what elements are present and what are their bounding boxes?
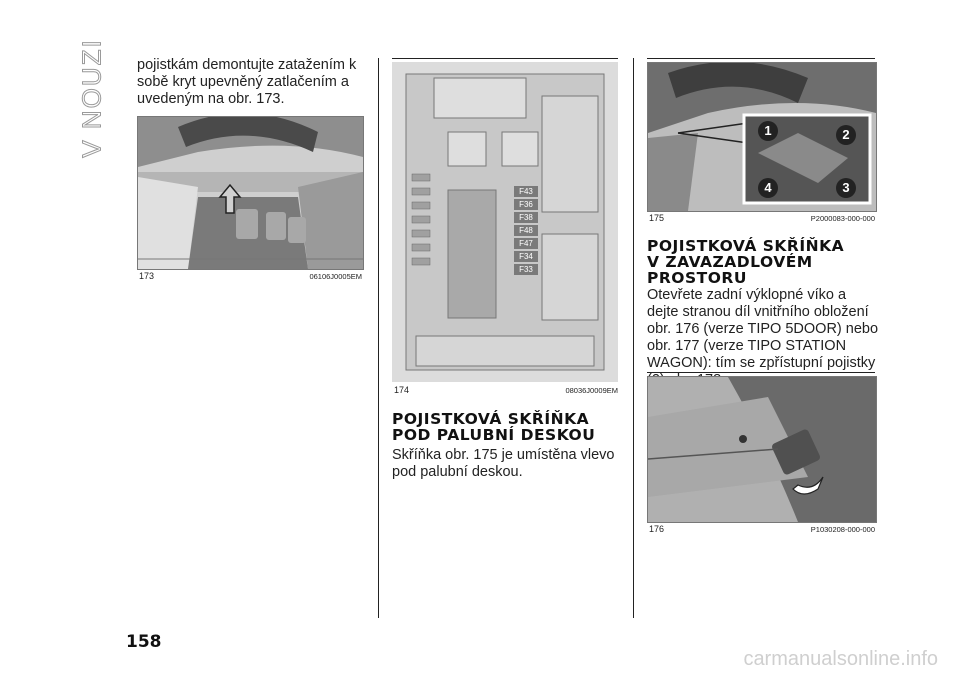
figure-174-number: 174	[394, 385, 410, 395]
fuse-label-f43: F43	[519, 187, 533, 196]
fuse-label-f34: F34	[519, 252, 533, 261]
fuse-label-f36: F36	[519, 200, 533, 209]
col3-paragraph: Otevřete zadní výklopné víko a dejte stranou díl vnitřního obložení obr. 176 (verze TIPO 5DOOR) nebo obr. 177 (verze TIPO STATION WAGON): tím se zpřístupní pojistky	[647, 287, 879, 371]
dashboard-image	[138, 117, 363, 269]
callout-1: 1	[764, 123, 772, 138]
figure-175	[647, 62, 877, 212]
figure-175-code: P2000083-000-000	[810, 214, 875, 223]
col1-paragraph: pojistkám demontujte zatažením k sobě kryt upevněný zatlačením a uvedeným na obr. 173.	[137, 57, 357, 107]
figure-176	[647, 376, 877, 523]
callout-4: 4	[764, 180, 772, 195]
figure-176-number: 176	[649, 524, 665, 534]
section-tab	[72, 38, 112, 158]
figure-175-number: 175	[649, 213, 665, 223]
column-divider-2	[633, 58, 634, 618]
col3-figure-rule	[647, 372, 875, 373]
fuse-label-f33: F33	[519, 265, 533, 274]
col2-heading: POJISTKOVÁ SKŘÍŇKA POD PALUBNÍ DESKOU	[392, 410, 596, 444]
fuse-label-f47: F47	[519, 239, 533, 248]
figure-176-code: P1030208-000-000	[810, 525, 875, 534]
figure-173-code: 06106J0005EM	[309, 272, 362, 281]
col3-heading: POJISTKOVÁ SKŘÍŇKA V ZAVAZADLOVÉM PROSTORU	[647, 237, 845, 287]
figure-174-code: 08036J0009EM	[565, 386, 618, 395]
fuse-label-f38: F38	[519, 213, 533, 222]
trunk-side-panel-image	[648, 377, 876, 522]
fuse-label-f48: F48	[519, 226, 533, 235]
watermark-link[interactable]: carmanualsonline.info	[743, 648, 938, 670]
figure-174	[392, 62, 618, 382]
figure-173-number: 173	[139, 271, 155, 281]
section-tab-label: V NOUZI	[76, 38, 107, 158]
col2-paragraph: Skříňka obr. 175 je umístěna vlevo pod palubní deskou.	[392, 447, 615, 480]
column-divider-1	[378, 58, 379, 618]
callout-2: 2	[842, 127, 850, 142]
col2-top-rule	[392, 58, 618, 59]
col3-top-rule	[647, 58, 875, 59]
figure-173	[137, 116, 364, 270]
fuse-box-diagram	[392, 62, 618, 382]
page-number: 158	[126, 632, 162, 652]
callout-3: 3	[842, 180, 850, 195]
